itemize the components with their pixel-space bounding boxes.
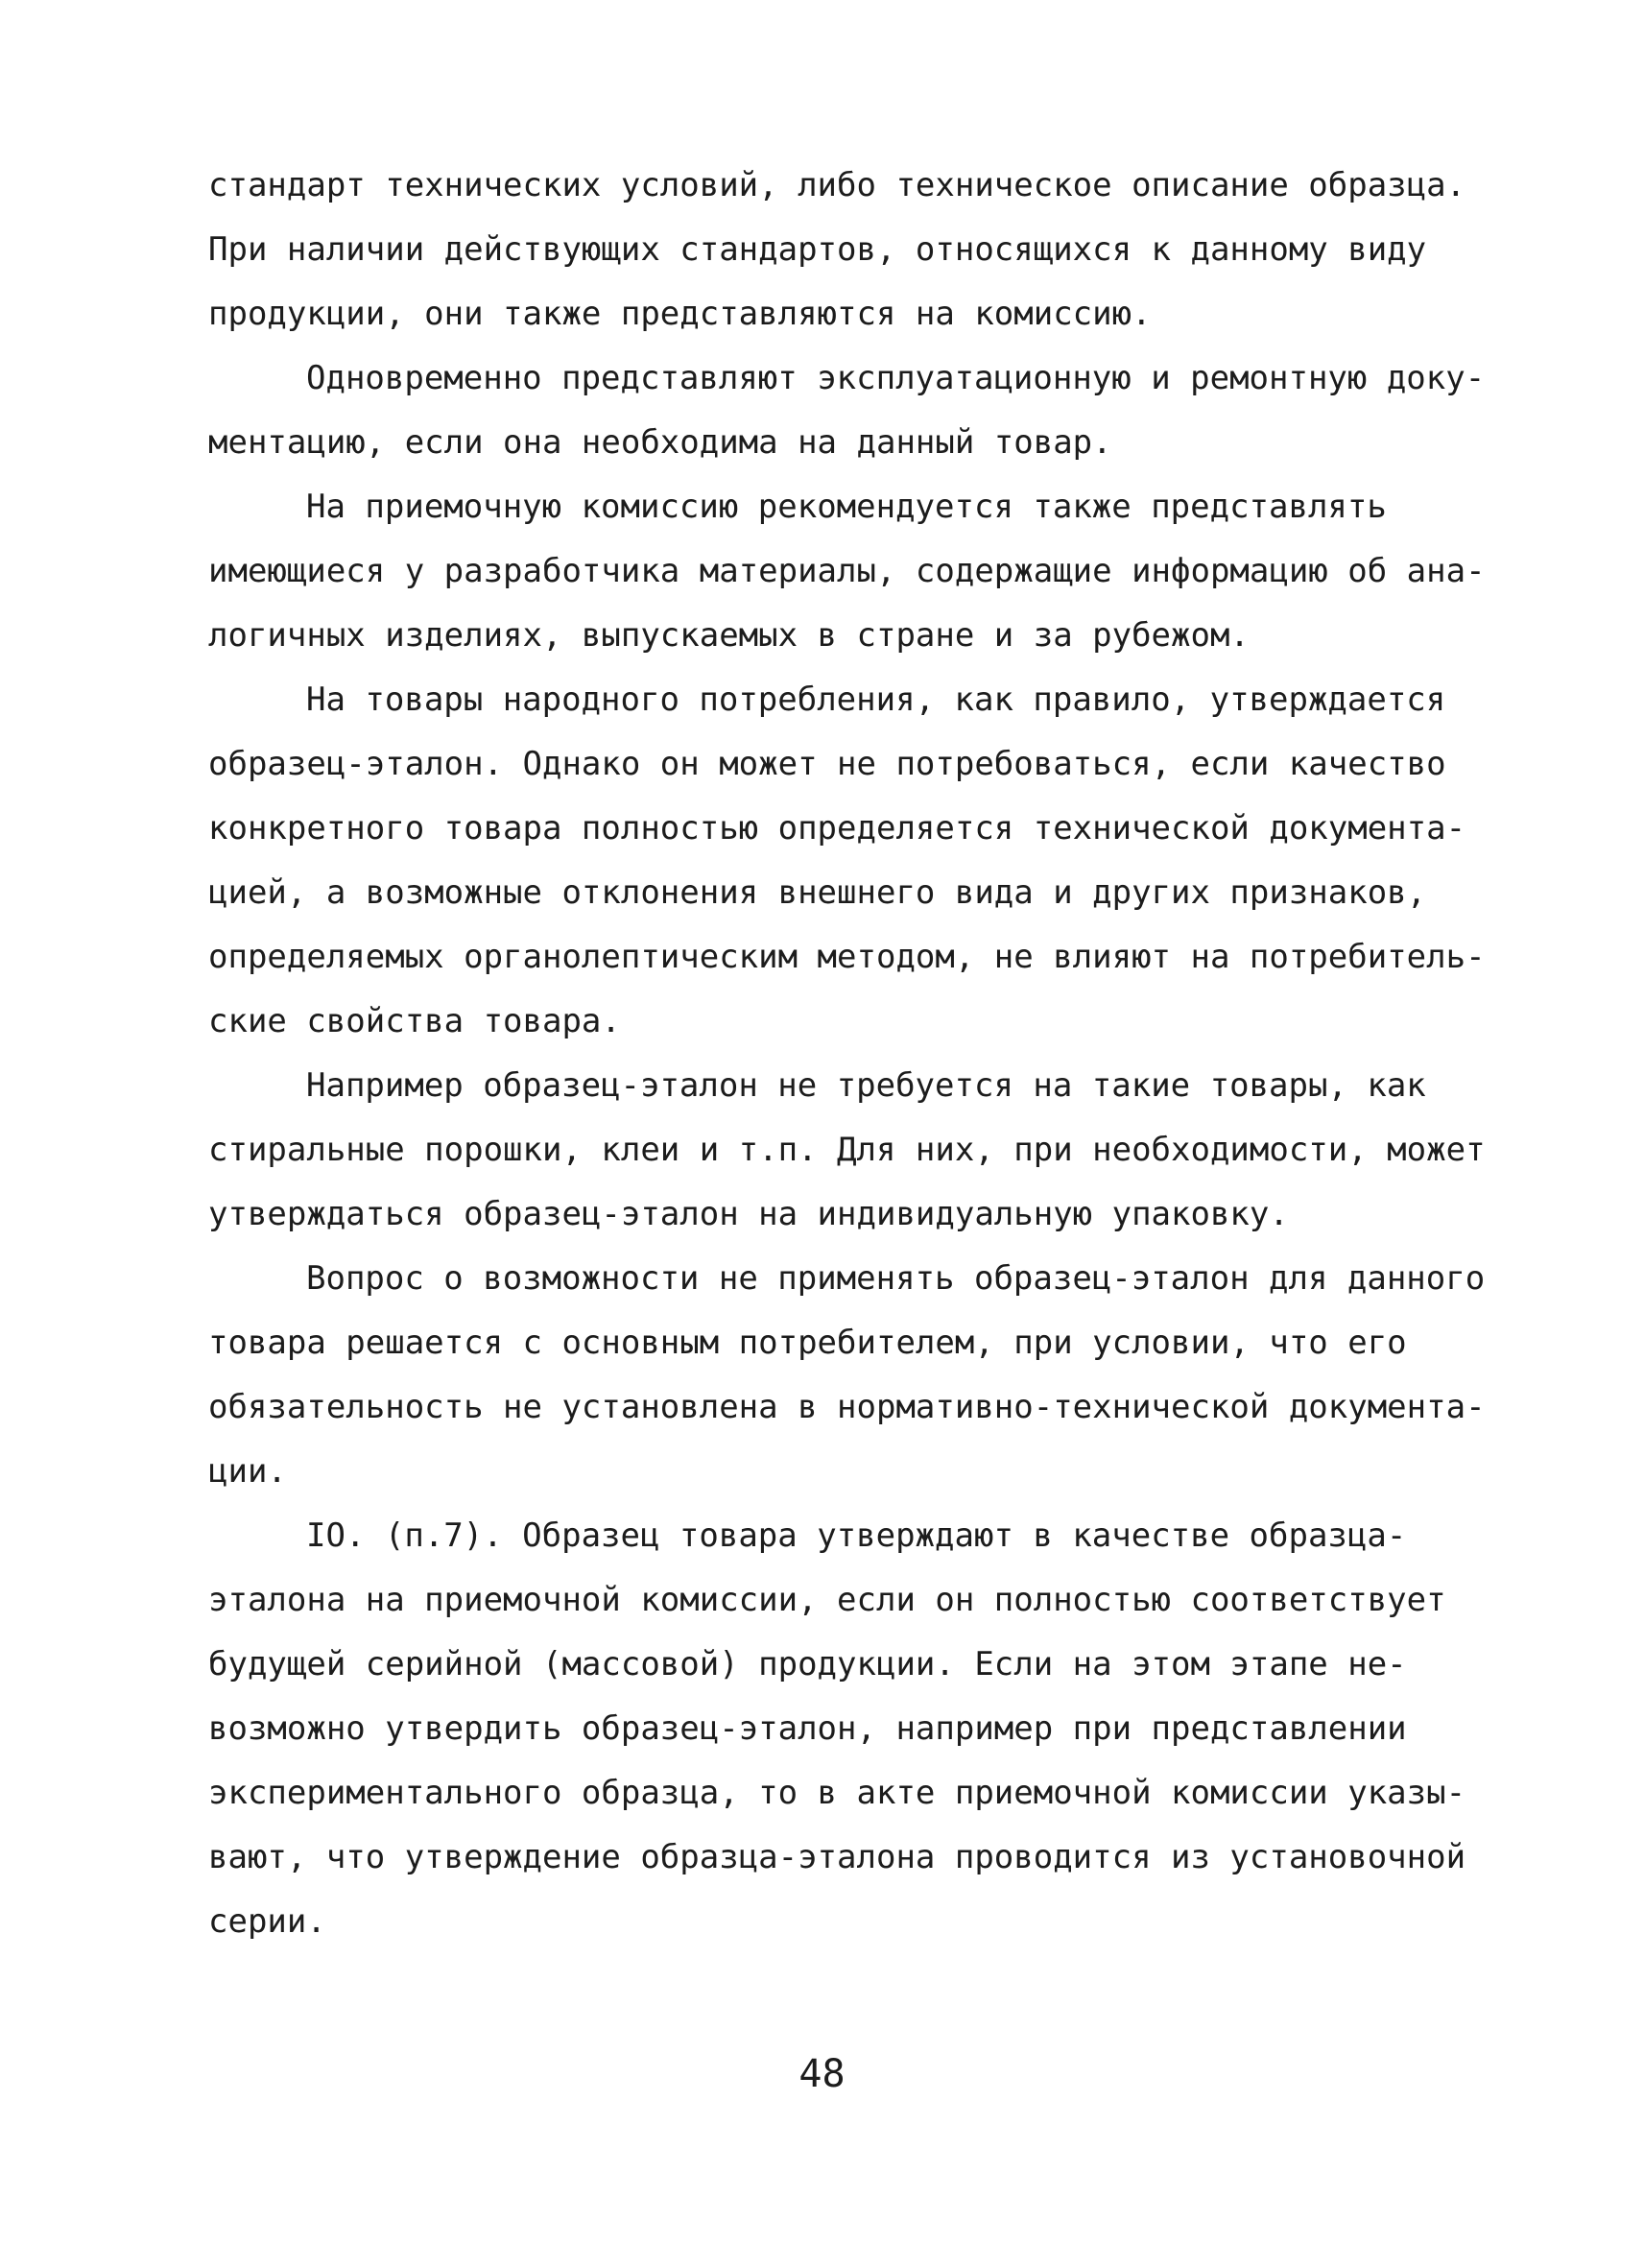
text-line: образец-эталон. Однако он может не потребоваться, если качество	[208, 745, 1446, 783]
text-line: ские свойства товара.	[208, 1002, 621, 1040]
body-text	[208, 154, 1494, 1954]
text-line: логичных изделиях, выпускаемых в стране и за рубежом.	[208, 616, 1250, 655]
text-line: вают, что утверждение образца-эталона проводится из установочной	[208, 1838, 1466, 1876]
text-line: будущей серийной (массовой) продукции. Если на этом этапе не-	[208, 1645, 1407, 1683]
text-line: товара решается с основным потребителем, при условии, что его	[208, 1324, 1407, 1362]
paragraph-first-line: Одновременно представляют эксплуатационную и ремонтную доку-	[306, 359, 1486, 397]
text-line: экспериментального образца, то в акте приемочной комиссии указы-	[208, 1774, 1466, 1812]
paragraph-first-line: На приемочную комиссию рекомендуется также представлять	[306, 488, 1387, 526]
paragraph-first-line: Например образец-эталон не требуется на такие товары, как	[306, 1066, 1426, 1105]
text-line: стандарт технических условий, либо техническое описание образца.	[208, 166, 1466, 204]
text-line: конкретного товара полностью определяется технической документа-	[208, 809, 1466, 848]
text-line: определяемых органолептическим методом, не влияют на потребитель-	[208, 938, 1486, 976]
paragraph-first-line: На товары народного потребления, как правило, утверждается	[306, 680, 1446, 719]
text-line: эталона на приемочной комиссии, если он полностью соответствует	[208, 1581, 1446, 1619]
text-line: ции.	[208, 1452, 287, 1491]
text-line: имеющиеся у разработчика материалы, содержащие информацию об ана-	[208, 552, 1486, 590]
text-line: обязательность не установлена в нормативно-технической документа-	[208, 1388, 1486, 1426]
text-line: цией, а возможные отклонения внешнего вида и других признаков,	[208, 873, 1427, 912]
text-line: утверждаться образец-эталон на индивидуальную упаковку.	[208, 1195, 1289, 1233]
text-line: При наличии действующих стандартов, относящихся к данному виду	[208, 230, 1427, 269]
paragraph-first-line: Вопрос о возможности не применять образец-эталон для данного	[306, 1259, 1486, 1298]
text-line: ментацию, если она необходима на данный товар.	[208, 423, 1112, 462]
text-line: стиральные порошки, клеи и т.п. Для них, при необходимости, может	[208, 1131, 1486, 1169]
paragraph-first-line: IO. (п.7). Образец товара утверждают в качестве образца-	[306, 1516, 1407, 1555]
text-line: продукции, они также представляются на комиссию.	[208, 295, 1152, 333]
page-number: 48	[798, 2052, 846, 2096]
text-line: серии.	[208, 1902, 326, 1941]
text-line: возможно утвердить образец-эталон, например при представлении	[208, 1709, 1407, 1748]
